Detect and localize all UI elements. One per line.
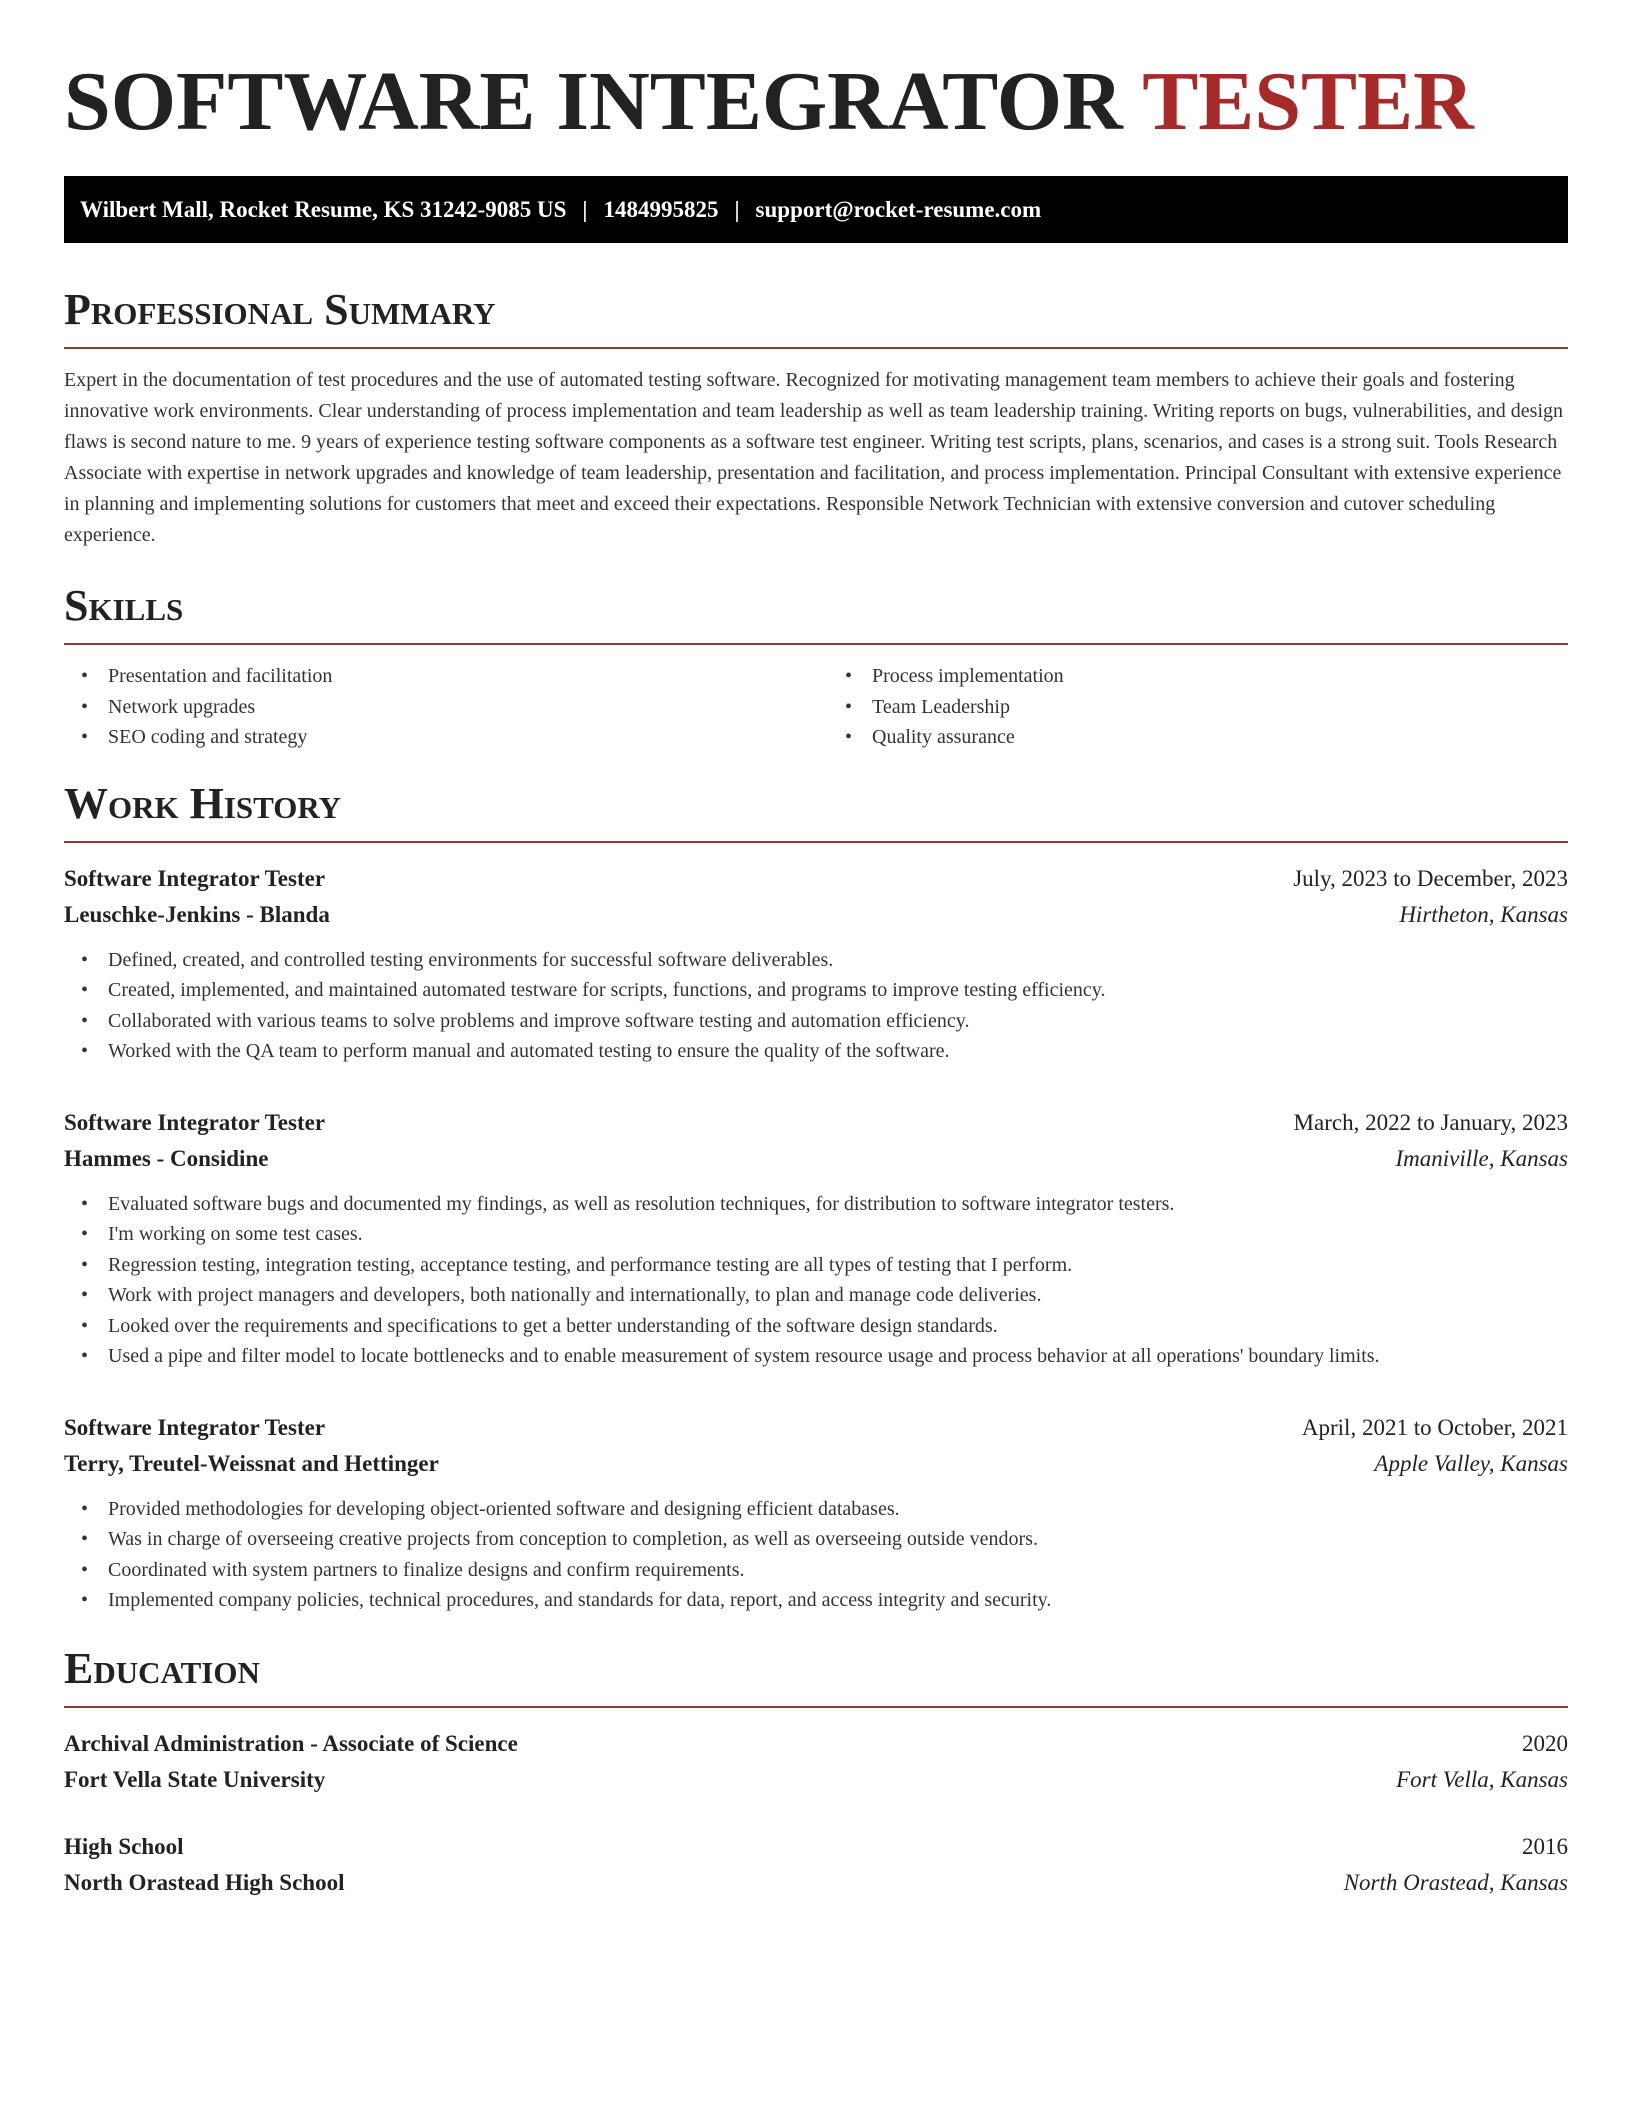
job-duty: • Used a pipe and filter model to locate bottlenecks and to enable measurement of system resource usage and process behavior at all operations' boundary limits. bbox=[108, 1341, 1568, 1372]
job-title: Software Integrator Tester bbox=[64, 865, 326, 891]
education-school: Fort Vella State University bbox=[64, 1766, 326, 1792]
skill-item: • Process implementation bbox=[872, 661, 1568, 692]
job-duties bbox=[64, 945, 1568, 1067]
education-location: Fort Vella, Kansas bbox=[1396, 1766, 1568, 1792]
summary-text: Expert in the documentation of test procedures and the use of automated testing software. Recognized for motivating management team members to achieve their goals and fostering innovative work environments. Clear understanding of process implementation and team leadership as well as team leadership training. Writing reports on bugs, vulnerabilities, and design flaws is second nature to me. 9 years of experience testing software components as a software test engineer. Writing test scripts, plans, scenarios, and cases is a strong suit. Tools Research Associate with expertise in network upgrades and knowledge of team leadership, presentation and facilitation, and process implementation. Principal Consultant with extensive experience in planning and implementing solutions for customers that meet and exceed their expectations. Responsible Network Technician with extensive conversion and cutover scheduling experience. bbox=[64, 369, 1564, 546]
job-subheader bbox=[64, 897, 1568, 933]
job-location: Imaniville, Kansas bbox=[1395, 1145, 1568, 1171]
education-degree: Archival Administration - Associate of Science bbox=[64, 1730, 518, 1756]
job-duties bbox=[64, 1494, 1568, 1616]
skills-list bbox=[64, 661, 1568, 753]
job-dates: July, 2023 to December, 2023 bbox=[1293, 865, 1568, 891]
job-duty: • Defined, created, and controlled testing environments for successful software deliverables. bbox=[108, 945, 1568, 976]
job-duty: • Provided methodologies for developing object-oriented software and designing efficient databases. bbox=[108, 1494, 1568, 1525]
education-year: 2016 bbox=[1522, 1833, 1568, 1859]
education-header bbox=[64, 1726, 1568, 1762]
job-dates: March, 2022 to January, 2023 bbox=[1293, 1109, 1568, 1135]
job-location: Apple Valley, Kansas bbox=[1374, 1450, 1568, 1476]
job-company: Terry, Treutel-Weissnat and Hettinger bbox=[64, 1450, 439, 1476]
education-subheader bbox=[64, 1865, 1568, 1901]
job-title: Software Integrator Tester bbox=[64, 1414, 326, 1440]
job-subheader bbox=[64, 1446, 1568, 1482]
job-header bbox=[64, 1410, 1568, 1446]
job-duty: • Coordinated with system partners to finalize designs and confirm requirements. bbox=[108, 1555, 1568, 1586]
job-duty: • Implemented company policies, technical procedures, and standards for data, report, and access integrity and security. bbox=[108, 1585, 1568, 1616]
job-duty: • Created, implemented, and maintained automated testware for scripts, functions, and programs to improve testing efficiency. bbox=[108, 975, 1568, 1006]
job-header bbox=[64, 1105, 1568, 1141]
skill-item: • Presentation and facilitation bbox=[108, 661, 804, 692]
job-entry bbox=[64, 1410, 1568, 1616]
education-subheader bbox=[64, 1762, 1568, 1798]
section-heading-education: Education bbox=[64, 1644, 1568, 1708]
title-main: SOFTWARE INTEGRATOR bbox=[64, 55, 1123, 148]
section-heading-summary: Professional Summary bbox=[64, 285, 1568, 349]
title-accent: TESTER bbox=[1142, 55, 1474, 148]
education-entry bbox=[64, 1726, 1568, 1798]
skill-item: • Quality assurance bbox=[872, 722, 1568, 753]
job-subheader bbox=[64, 1141, 1568, 1177]
skills-column-right bbox=[828, 661, 1568, 753]
job-entry bbox=[64, 861, 1568, 1067]
skill-item: • Network upgrades bbox=[108, 692, 804, 723]
skills-column-left bbox=[64, 661, 804, 753]
education-entry bbox=[64, 1829, 1568, 1901]
job-duty: • Work with project managers and developers, both nationally and internationally, to plan and manage code deliveries. bbox=[108, 1280, 1568, 1311]
section-heading-work-history: Work History bbox=[64, 779, 1568, 843]
job-company: Leuschke-Jenkins - Blanda bbox=[64, 901, 330, 927]
job-company: Hammes - Considine bbox=[64, 1145, 269, 1171]
contact-separator: | bbox=[582, 196, 588, 222]
job-duty: • Worked with the QA team to perform manual and automated testing to ensure the quality of the software. bbox=[108, 1036, 1568, 1067]
job-duty: • Was in charge of overseeing creative projects from conception to completion, as well as overseeing outside vendors. bbox=[108, 1524, 1568, 1555]
job-duty: • Evaluated software bugs and documented my findings, as well as resolution techniques, for distribution to software integrator testers. bbox=[108, 1189, 1568, 1220]
job-duty: • I'm working on some test cases. bbox=[108, 1219, 1568, 1250]
job-header bbox=[64, 861, 1568, 897]
job-location: Hirtheton, Kansas bbox=[1399, 901, 1568, 927]
contact-address: Wilbert Mall, Rocket Resume, KS 31242-9085 US bbox=[80, 196, 567, 222]
education-degree: High School bbox=[64, 1833, 184, 1859]
contact-phone[interactable]: 1484995825 bbox=[603, 196, 719, 222]
job-title: Software Integrator Tester bbox=[64, 1109, 326, 1135]
education-school: North Orastead High School bbox=[64, 1869, 345, 1895]
contact-email[interactable]: support@rocket-resume.com bbox=[755, 196, 1042, 222]
resume-page bbox=[64, 0, 1568, 1901]
education-location: North Orastead, Kansas bbox=[1343, 1869, 1568, 1895]
section-heading-skills: Skills bbox=[64, 581, 1568, 645]
education-header bbox=[64, 1829, 1568, 1865]
contact-bar bbox=[64, 176, 1568, 243]
contact-separator: | bbox=[734, 196, 740, 222]
skill-item: • SEO coding and strategy bbox=[108, 722, 804, 753]
job-duties bbox=[64, 1189, 1568, 1372]
skill-item: • Team Leadership bbox=[872, 692, 1568, 723]
job-entry bbox=[64, 1105, 1568, 1372]
education-year: 2020 bbox=[1522, 1730, 1568, 1756]
resume-title bbox=[64, 0, 1568, 148]
job-duty: • Looked over the requirements and specifications to get a better understanding of the software design standards. bbox=[108, 1311, 1568, 1342]
job-dates: April, 2021 to October, 2021 bbox=[1301, 1414, 1568, 1440]
job-duty: • Collaborated with various teams to solve problems and improve software testing and automation efficiency. bbox=[108, 1006, 1568, 1037]
job-duty: • Regression testing, integration testing, acceptance testing, and performance testing are all types of testing that I perform. bbox=[108, 1250, 1568, 1281]
